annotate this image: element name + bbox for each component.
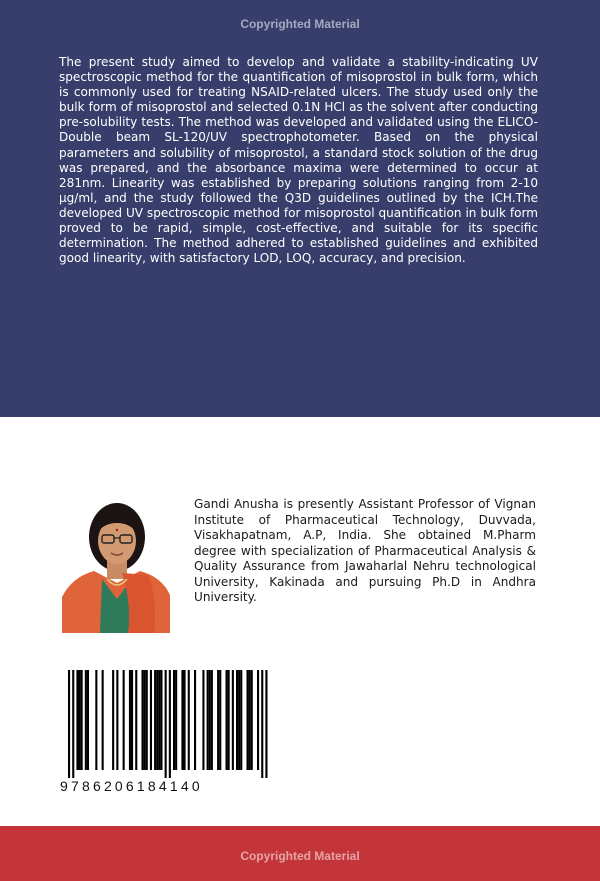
barcode-bar [144,670,146,770]
barcode-bar [169,670,171,778]
barcode-bar [217,670,219,770]
barcode-bar [249,670,251,770]
barcode-bar [261,670,263,778]
barcode-bar [72,670,74,778]
barcode-bar [79,670,81,770]
barcode-bar [142,670,144,770]
barcode-bar [175,670,177,770]
barcode-bar [146,670,148,770]
barcode-bar [202,670,204,770]
barcode-bar [211,670,213,770]
barcode-bar [76,670,78,770]
barcode-bar [257,670,259,770]
abstract-text: The present study aimed to develop and validate a stability-indicating UV spectroscopic method for the quantification of misoprostol in bulk form, which is commonly used for treating NSAID-related ulcers. The study used only the bulk form of misoprostol and selected 0.1N HCl as the solvent after conducting pre-solubility tests. The method was developed and validated using the ELICO-Double beam SL-120/UV spectrophotometer. Based on the physical parameters and solubility of misoprostol, a standard stock solution of the drug was prepared, and the absorbance maxima were determined to occur at 281nm. Linearity was established by preparing solutions ranging from 2-10 µg/ml, and the study followed the Q3D guidelines outlined by the ICH.The developed UV spectroscopic method for misoprostol quantification in bulk form proved to be rapid, simple, cost-effective, and suitable for its specific determination. The method adhered to established guidelines and exhibited good linearity, with satisfactory LOD, LOQ, accuracy, and precision. [59,55,538,266]
barcode-bar [228,670,230,770]
author-portrait-image [62,499,170,633]
barcode-bar [251,670,253,770]
author-bio: Gandi Anusha is presently Assistant Professor of Vignan Institute of Pharmaceutical Technology, Duvvada, Visakhapatnam, A.P, India. She obtained M.Pharm degree with specialization of Pharmaceutical Analysis & Quality Assurance from Jawaharlal Nehru technological University, Kakinada and pursuing Ph.D in Andhra University. [194,497,536,604]
barcode-bar [116,670,118,770]
barcode-bar [95,670,97,770]
watermark-bottom: Copyrighted Material [240,849,360,863]
barcode-bar [209,670,211,770]
barcode-bar [184,670,186,770]
barcode-bars [60,668,268,778]
barcode-bar [226,670,228,770]
barcode-bar [85,670,87,770]
barcode-bar [154,670,156,770]
barcode-digits: 9786206184140 [60,778,203,794]
barcode-bar [181,670,183,770]
barcode-bar [207,670,209,770]
barcode-bar [173,670,175,770]
barcode-bar [238,670,240,770]
barcode-bar [156,670,158,770]
isbn-barcode [60,668,268,800]
barcode-bar [158,670,160,770]
barcode-bar [123,670,125,770]
barcode-bar [87,670,89,770]
barcode-bar [68,670,70,778]
barcode-bar [219,670,221,770]
author-photo [62,499,170,633]
barcode-bar [81,670,83,770]
barcode-bar [240,670,242,770]
barcode-bar [165,670,167,778]
barcode-bar [188,670,190,770]
barcode-bar [112,670,114,770]
barcode-bar [160,670,162,770]
barcode-bar [150,670,152,770]
barcode-bar [131,670,133,770]
barcode-bar [129,670,131,770]
barcode-bar [265,670,267,778]
barcode-bar [247,670,249,770]
barcode-bar [194,670,196,770]
barcode-bar [236,670,238,770]
barcode-bar [135,670,137,770]
barcode-bar [102,670,104,770]
barcode-bar [232,670,234,770]
watermark-top: Copyrighted Material [240,17,360,31]
